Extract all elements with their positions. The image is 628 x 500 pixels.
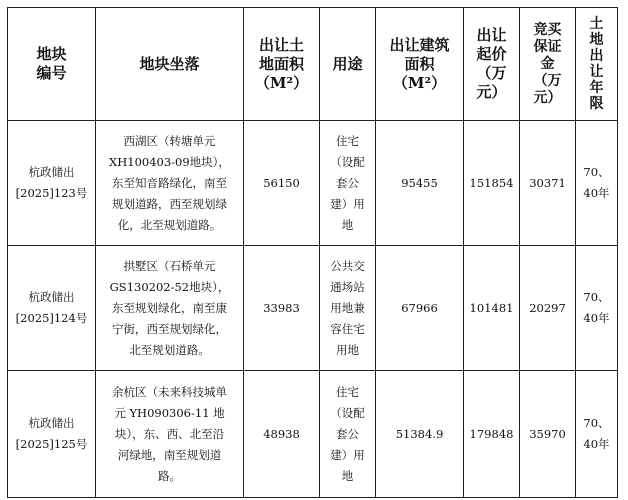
cell-land-area: 48938 — [244, 371, 320, 498]
header-start-price: 出让 起价 （万 元） — [464, 8, 520, 121]
header-land-area: 出让土 地面积 （M²） — [244, 8, 320, 121]
cell-term: 70、 40年 — [576, 246, 618, 371]
cell-building-area: 67966 — [376, 246, 464, 371]
cell-parcel-id: 杭政储出 [2025]123号 — [8, 121, 96, 246]
header-location: 地块坐落 — [96, 8, 244, 121]
cell-location: 余杭区（未来科技城单 元 YH090306-11 地 块），东、西、北至沿 河绿地，南至规划道 路。 — [96, 371, 244, 498]
cell-usage: 住宅 （设配 套公 建）用 地 — [320, 121, 376, 246]
table-row — [8, 121, 618, 246]
cell-usage: 公共交 通场站 用地兼 容住宅 用地 — [320, 246, 376, 371]
cell-parcel-id: 杭政储出 [2025]124号 — [8, 246, 96, 371]
cell-deposit: 20297 — [520, 246, 576, 371]
cell-start-price: 101481 — [464, 246, 520, 371]
cell-start-price: 179848 — [464, 371, 520, 498]
cell-deposit: 35970 — [520, 371, 576, 498]
land-parcel-table — [7, 7, 618, 498]
header-usage: 用途 — [320, 8, 376, 121]
header-term: 土 地 出 让 年 限 — [576, 8, 618, 121]
cell-term: 70、 40年 — [576, 371, 618, 498]
cell-location: 西湖区（转塘单元 XH100403-09地块）， 东至知音路绿化，南至 规划道路，西至规划绿 化，北至规划道路。 — [96, 121, 244, 246]
cell-building-area: 51384.9 — [376, 371, 464, 498]
cell-usage: 住宅 （设配 套公 建）用 地 — [320, 371, 376, 498]
cell-land-area: 56150 — [244, 121, 320, 246]
cell-term: 70、 40年 — [576, 121, 618, 246]
table-row — [8, 371, 618, 498]
cell-location: 拱墅区（石桥单元 GS130202-52地块）， 东至规划绿化，南至康 宁街，西至规划绿化， 北至规划道路。 — [96, 246, 244, 371]
table-row — [8, 246, 618, 371]
cell-land-area: 33983 — [244, 246, 320, 371]
header-building-area: 出让建筑 面积 （M²） — [376, 8, 464, 121]
header-row — [8, 8, 618, 121]
cell-building-area: 95455 — [376, 121, 464, 246]
header-deposit: 竞买 保证 金 （万 元） — [520, 8, 576, 121]
cell-start-price: 151854 — [464, 121, 520, 246]
header-parcel-id: 地块 编号 — [8, 8, 96, 121]
cell-deposit: 30371 — [520, 121, 576, 246]
cell-parcel-id: 杭政储出 [2025]125号 — [8, 371, 96, 498]
